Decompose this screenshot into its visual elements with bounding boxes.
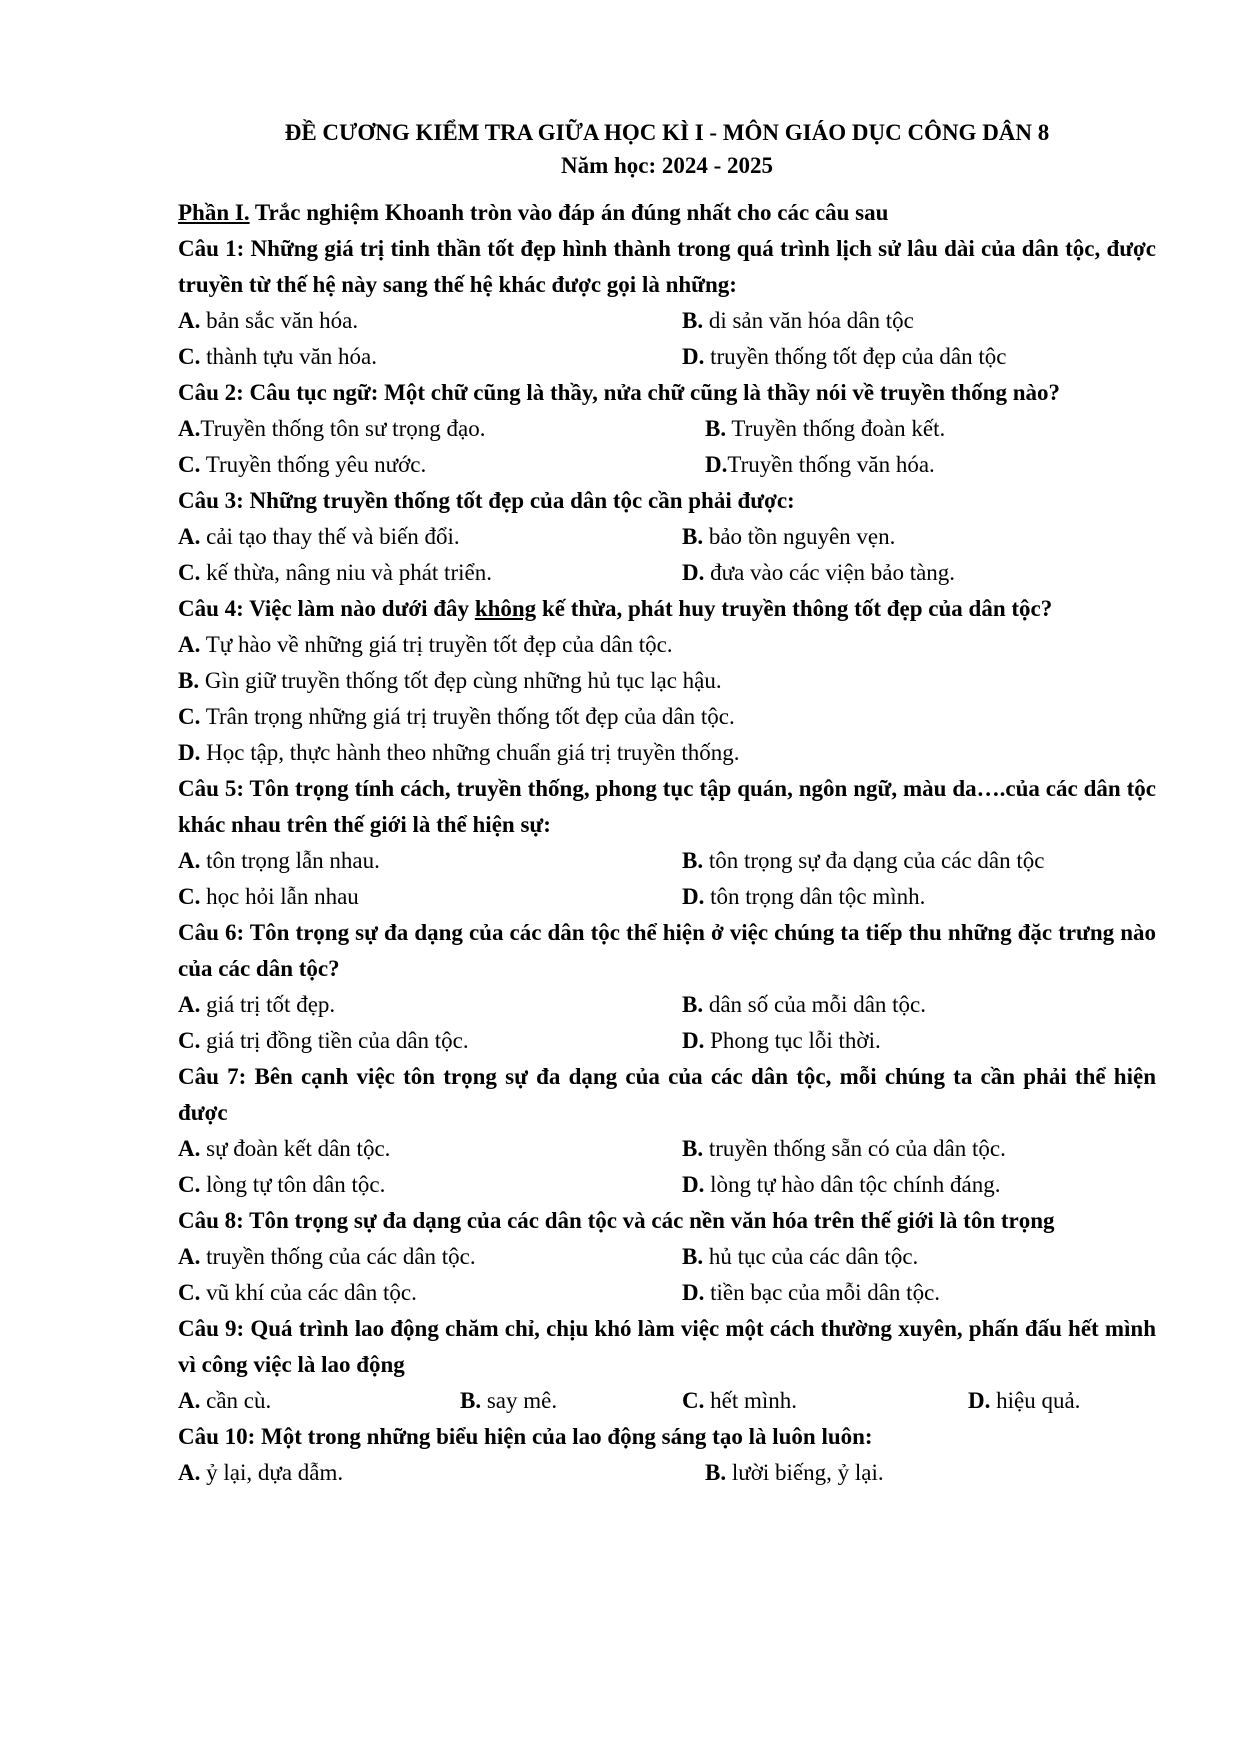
answer-row [178, 843, 1156, 879]
answer-1b[interactable]: B. di sản văn hóa dân tộc [682, 308, 914, 333]
answer-row [178, 303, 1156, 339]
answer-6d[interactable]: D. Phong tục lỗi thời. [682, 1028, 881, 1053]
answer-9b[interactable]: B. say mê. [460, 1388, 558, 1413]
answer-8a[interactable]: A. truyền thống của các dân tộc. [178, 1244, 476, 1269]
document-title: ĐỀ CƯƠNG KIỂM TRA GIỮA HỌC KÌ I - MÔN GIÁO DỤC CÔNG DÂN 8 [284, 120, 1050, 145]
answer-2a[interactable]: A.Truyền thống tôn sư trọng đạo. [178, 416, 486, 441]
question-1: Câu 1: Những giá trị tinh thần tốt đẹp hình thành trong quá trình lịch sử lâu dài của dân tộc, được truyền từ thế hệ này sang thế hệ khác được gọi là những: [178, 236, 1156, 297]
question-9: Câu 9: Quá trình lao động chăm chỉ, chịu khó làm việc một cách thường xuyên, phấn đấu hết mình vì công việc là lao động [178, 1316, 1156, 1377]
answer-9a[interactable]: A. cần cù. [178, 1388, 272, 1413]
answer-row [178, 411, 1156, 447]
answer-2c[interactable]: C. Truyền thống yêu nước. [178, 452, 427, 477]
question-2: Câu 2: Câu tục ngữ: Một chữ cũng là thầy, nửa chữ cũng là thầy nói về truyền thống nào? [178, 380, 1061, 405]
answer-2b[interactable]: B. Truyền thống đoàn kết. [705, 416, 946, 441]
answer-row [178, 339, 1156, 375]
answer-4c[interactable]: C. Trân trọng những giá trị truyền thống tốt đẹp của dân tộc. [178, 704, 735, 729]
answer-row [178, 987, 1156, 1023]
answer-6a[interactable]: A. giá trị tốt đẹp. [178, 992, 336, 1017]
answer-5c[interactable]: C. học hỏi lẫn nhau [178, 884, 359, 909]
answer-4a[interactable]: A. Tự hào về những giá trị truyền tốt đẹp của dân tộc. [178, 632, 673, 657]
answer-5b[interactable]: B. tôn trọng sự đa dạng của các dân tộc [682, 848, 1045, 873]
answer-3a[interactable]: A. cải tạo thay thế và biến đổi. [178, 524, 460, 549]
question-3: Câu 3: Những truyền thống tốt đẹp của dân tộc cần phải được: [178, 488, 795, 513]
answer-3b[interactable]: B. bảo tồn nguyên vẹn. [682, 524, 896, 549]
answer-7d[interactable]: D. lòng tự hào dân tộc chính đáng. [682, 1172, 1001, 1197]
answer-row [178, 555, 1156, 591]
answer-8b[interactable]: B. hủ tục của các dân tộc. [682, 1244, 919, 1269]
answer-2d[interactable]: D.Truyền thống văn hóa. [705, 452, 935, 477]
question-8: Câu 8: Tôn trọng sự đa dạng của các dân tộc và các nền văn hóa trên thế giới là tôn trọng [178, 1208, 1055, 1233]
answer-row [178, 1131, 1156, 1167]
answer-9d[interactable]: D. hiệu quả. [968, 1388, 1081, 1413]
question-5: Câu 5: Tôn trọng tính cách, truyền thống, phong tục tập quán, ngôn ngữ, màu da….của các dân tộc khác nhau trên thế giới là thể hiện sự: [178, 776, 1156, 837]
answer-7c[interactable]: C. lòng tự tôn dân tộc. [178, 1172, 386, 1197]
answer-5a[interactable]: A. tôn trọng lẫn nhau. [178, 848, 380, 873]
answer-row [178, 1167, 1156, 1203]
answer-4b[interactable]: B. Gìn giữ truyền thống tốt đẹp cùng những hủ tục lạc hậu. [178, 668, 722, 693]
section-heading [178, 195, 1156, 231]
question-4: Câu 4: Việc làm nào dưới đây không kế thừa, phát huy truyền thông tốt đẹp của dân tộc? [178, 596, 1053, 621]
answer-7b[interactable]: B. truyền thống sẵn có của dân tộc. [682, 1136, 1006, 1161]
answer-1a[interactable]: A. bản sắc văn hóa. [178, 308, 359, 333]
school-year: Năm học: 2024 - 2025 [560, 153, 774, 178]
answer-row [178, 447, 1156, 483]
answer-row [178, 1275, 1156, 1311]
answer-1d[interactable]: D. truyền thống tốt đẹp của dân tộc [682, 344, 1007, 369]
answer-8c[interactable]: C. vũ khí của các dân tộc. [178, 1280, 417, 1305]
answer-3d[interactable]: D. đưa vào các viện bảo tàng. [682, 560, 956, 585]
answer-5d[interactable]: D. tôn trọng dân tộc mình. [682, 884, 926, 909]
answer-row [178, 1239, 1156, 1275]
section-label: Phần I. [178, 200, 250, 225]
answer-9c[interactable]: C. hết mình. [682, 1388, 798, 1413]
document-page [178, 116, 1156, 1491]
answer-row [178, 519, 1156, 555]
answer-6b[interactable]: B. dân số của mỗi dân tộc. [682, 992, 927, 1017]
answer-row [178, 1383, 1156, 1419]
answer-3c[interactable]: C. kế thừa, nâng niu và phát triển. [178, 560, 492, 585]
answer-8d[interactable]: D. tiền bạc của mỗi dân tộc. [682, 1280, 941, 1305]
answer-4d[interactable]: D. Học tập, thực hành theo những chuẩn giá trị truyền thống. [178, 740, 740, 765]
answer-7a[interactable]: A. sự đoàn kết dân tộc. [178, 1136, 391, 1161]
answer-row [178, 1455, 1156, 1491]
question-10: Câu 10: Một trong những biểu hiện của lao động sáng tạo là luôn luôn: [178, 1424, 873, 1449]
answer-10b[interactable]: B. lười biếng, ỷ lại. [705, 1460, 884, 1485]
emphasis-not: không [474, 596, 537, 621]
answer-10a[interactable]: A. ỷ lại, dựa dẫm. [178, 1460, 344, 1485]
answer-row [178, 1023, 1156, 1059]
answer-6c[interactable]: C. giá trị đồng tiền của dân tộc. [178, 1028, 469, 1053]
question-7: Câu 7: Bên cạnh việc tôn trọng sự đa dạng của của các dân tộc, mỗi chúng ta cần phải thể hiện được [178, 1064, 1156, 1125]
answer-1c[interactable]: C. thành tựu văn hóa. [178, 344, 377, 369]
answer-row [178, 879, 1156, 915]
question-6: Câu 6: Tôn trọng sự đa dạng của các dân tộc thể hiện ở việc chúng ta tiếp thu những đặc trưng nào của các dân tộc? [178, 920, 1156, 981]
section-instruction: Trắc nghiệm Khoanh tròn vào đáp án đúng nhất cho các câu sau [249, 200, 889, 225]
